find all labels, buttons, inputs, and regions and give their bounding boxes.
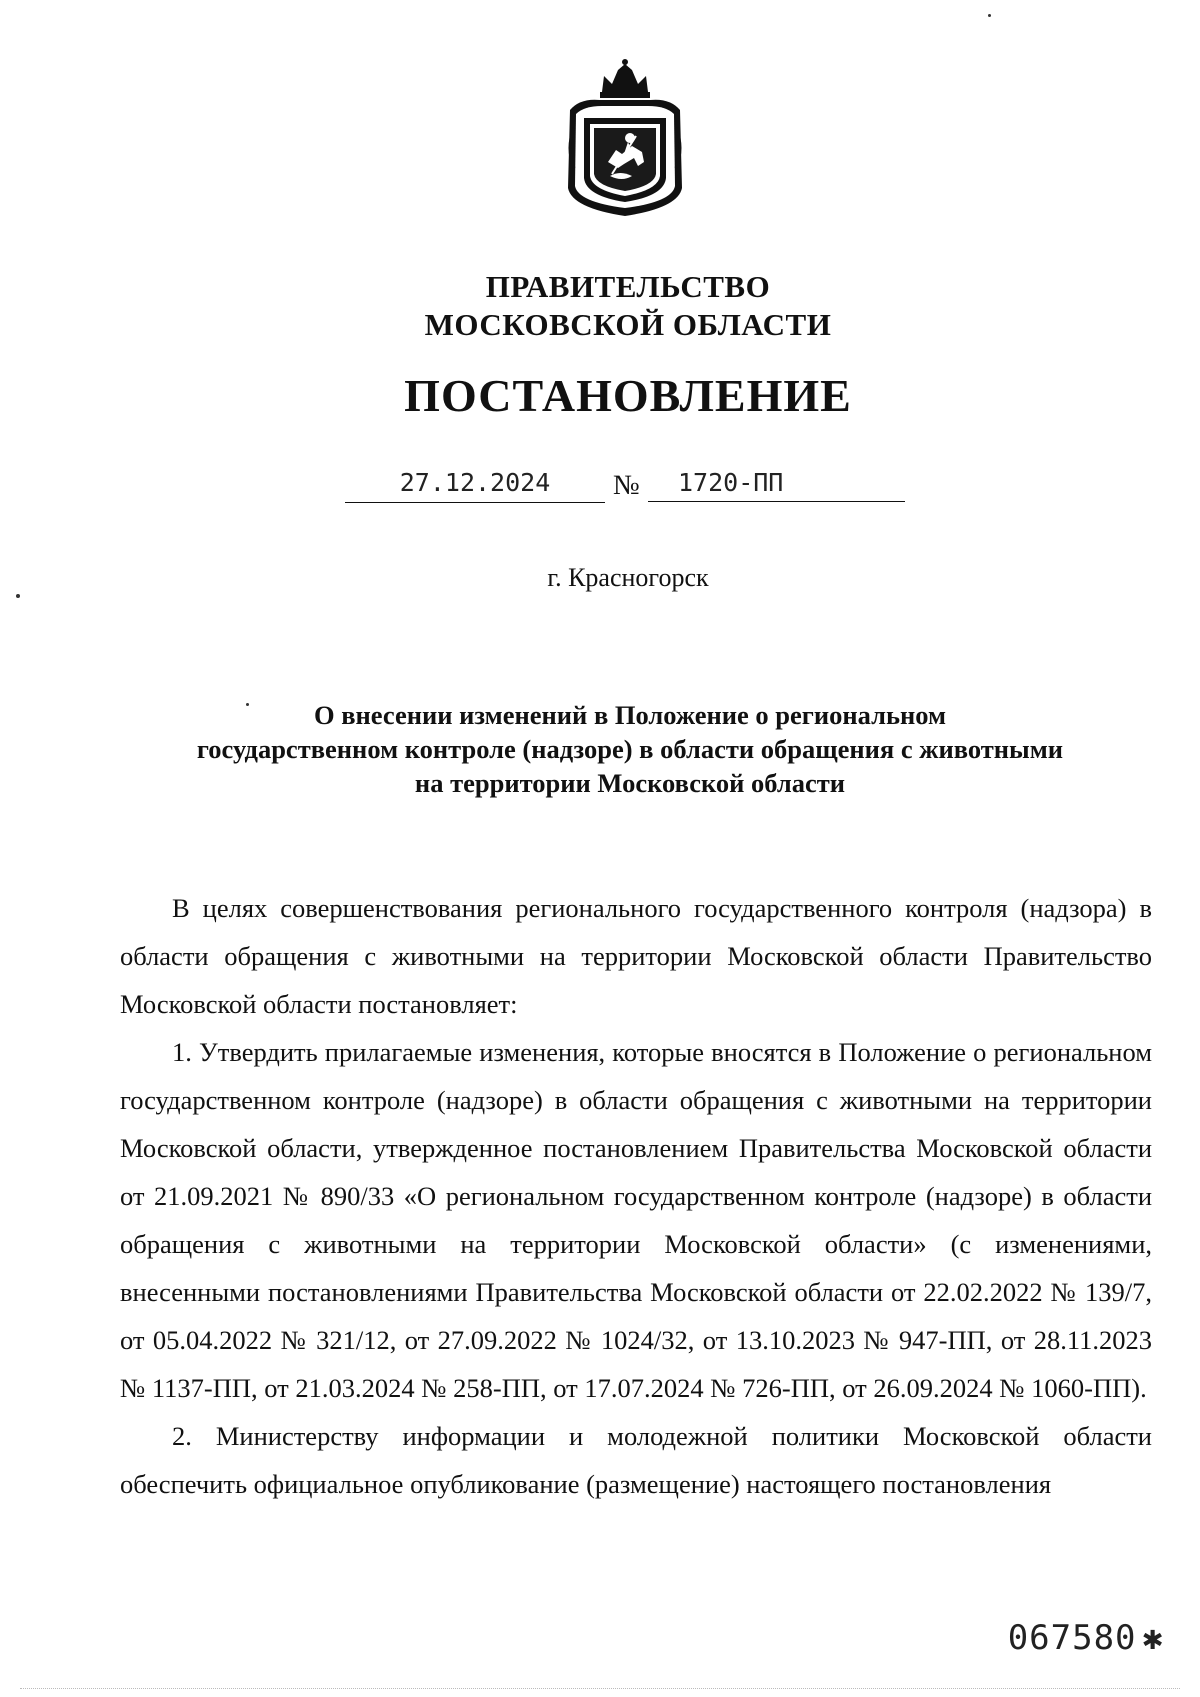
date-number-row <box>345 466 905 506</box>
subject-line3: на территории Московской области <box>414 768 846 798</box>
city-name: г. Красногорск <box>547 563 709 592</box>
scan-speck <box>246 703 249 706</box>
body-paragraph-2: 2. Министерству информации и молодежной политики Московской области обеспечить официальное опубликование (размещение) настоящего постановления <box>120 1421 1152 1499</box>
coat-of-arms-icon <box>560 58 690 218</box>
scan-edge-artifact <box>20 1688 1180 1691</box>
serial-number-text: 067580 <box>1007 1618 1137 1658</box>
government-title-line1: ПРАВИТЕЛЬСТВО <box>485 269 771 304</box>
document-subject <box>120 698 1140 800</box>
government-title <box>0 268 1200 344</box>
document-body <box>120 884 1152 1508</box>
government-title-line2: МОСКОВСКОЙ ОБЛАСТИ <box>424 307 832 342</box>
scan-speck <box>988 14 991 17</box>
scan-speck <box>16 594 20 598</box>
body-paragraph-1: 1. Утвердить прилагаемые изменения, которые вносятся в Положение о региональном государственном контроле (надзоре) в области обращения с животными на территории Московской области, утвержденное постановлением Правительства Московской области от 21.09.2021 № 890/33 «О региональном государственном контроле (надзоре) в области обращения с животными на территории Московской области» (с изменениями, внесенными постановлениями Правительства Московской области от 22.02.2022 № 139/7, от 05.04.2022 № 321/12, от 27.09.2022 № 1024/32, от 13.10.2023 № 947-ПП, от 28.11.2023 № 1137-ПП, от 21.03.2024 № 258-ПП, от 17.07.2024 № 726-ПП, от 26.09.2024 № 1060-ПП). <box>120 1037 1152 1403</box>
document-type-heading: ПОСТАНОВЛЕНИЕ <box>404 370 852 421</box>
subject-line1: О внесении изменений в Положение о региональном <box>313 700 947 730</box>
number-sign: № <box>613 470 640 501</box>
sheet-serial-number <box>1008 1618 1164 1658</box>
body-paragraph-preamble: В целях совершенствования регионального государственного контроля (надзора) в области обращения с животными на территории Московской области Правительство Московской области постановляет: <box>120 893 1152 1019</box>
document-date: 27.12.2024 <box>345 466 605 503</box>
subject-line2: государственном контроле (надзоре) в области обращения с животными <box>196 734 1064 764</box>
document-number: 1720-ПП <box>648 466 905 502</box>
star-icon: ✱ <box>1142 1618 1164 1658</box>
